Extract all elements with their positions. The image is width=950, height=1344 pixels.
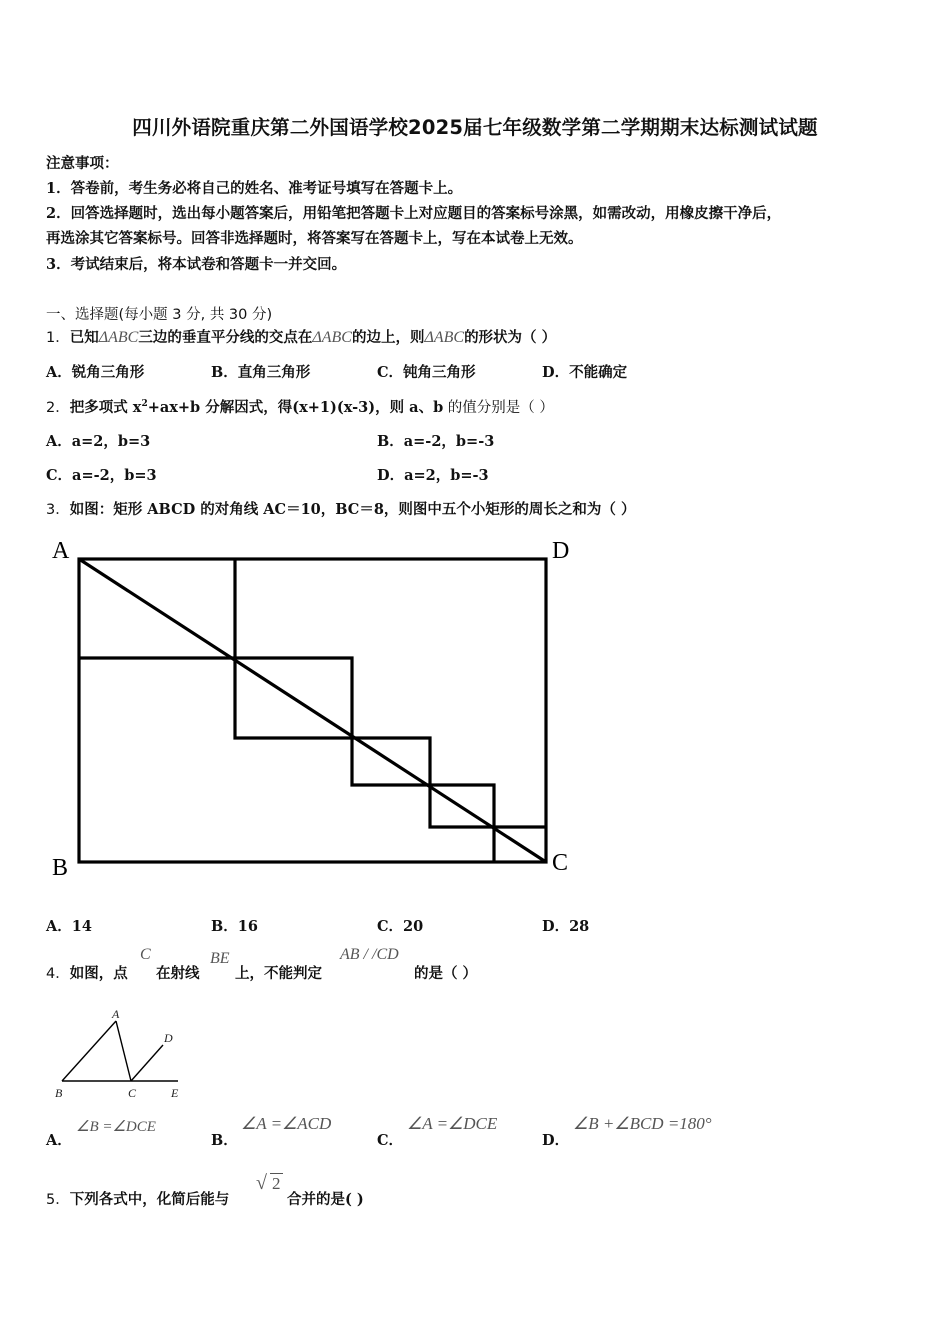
notice-item: 再选涂其它答案标号。回答非选择题时，将答案写在答题卡上，写在本试卷上无效。	[46, 230, 583, 247]
option-letter: D．	[542, 364, 570, 381]
q1-text: 的边上，则	[351, 329, 425, 346]
option-text: 20	[403, 918, 424, 935]
question-4	[46, 962, 128, 983]
q3-option-b	[211, 915, 258, 936]
notice-item: 1．答卷前，考生务必将自己的姓名、准考证号填写在答题卡上。	[46, 180, 463, 197]
option-letter: B．	[211, 1132, 238, 1149]
notice-heading: 注意事项：	[46, 155, 119, 172]
point-label-b: B	[55, 1086, 63, 1100]
q3-rectangle-figure	[40, 530, 600, 890]
q1-math: ΔABC	[424, 329, 465, 346]
q1-math: ΔABC	[98, 329, 139, 346]
q5-radicand: 2	[272, 1174, 281, 1193]
q1-text: 三边的垂直平分线的交点在	[138, 329, 313, 346]
q2-superscript: 2	[141, 399, 148, 410]
question-5	[46, 1188, 229, 1209]
q4-math-parallel: AB / /CD	[340, 946, 399, 963]
q4-option-b	[211, 1129, 238, 1150]
option-letter: B．	[377, 433, 404, 450]
q5-text: 合并的是( )	[287, 1191, 364, 1208]
q3-option-c	[377, 915, 423, 936]
question-number: 4．	[46, 966, 70, 982]
q1-math: ΔABC	[312, 329, 352, 346]
q4-geometry-figure	[50, 1000, 190, 1102]
option-letter: B．	[211, 364, 238, 381]
option-text: 16	[237, 918, 258, 935]
q4-option-c-math: ∠A =∠DCE	[407, 1114, 498, 1133]
diagonal-ac	[79, 559, 546, 862]
q1-option-c	[377, 361, 476, 382]
q4-option-a	[46, 1129, 72, 1150]
step-line-lower	[235, 559, 494, 862]
option-letter: C．	[377, 1132, 404, 1149]
q2-math: (x+1)(x-3)	[292, 399, 376, 416]
option-letter: C．	[46, 467, 73, 484]
option-letter: B．	[211, 918, 238, 935]
q4-option-a-math: ∠B =∠DCE	[76, 1119, 156, 1135]
ray-cd	[131, 1045, 163, 1081]
option-letter: A．	[46, 364, 72, 381]
q2-text: ，则	[375, 399, 410, 416]
q3-math: ABCD	[147, 501, 196, 518]
question-2	[46, 396, 554, 417]
q1-option-a	[46, 361, 144, 382]
option-text: a=2，b=-3	[404, 467, 489, 484]
notice-item: 3．考试结束后，将本试卷和答题卡一并交回。	[46, 256, 347, 273]
q4-option-c	[377, 1129, 403, 1150]
point-label-a: A	[112, 1007, 120, 1021]
notice-item: 2．回答选择题时，选出每小题答案后，用铅笔把答题卡上对应题目的答案标号涂黑，如需改动，用橡皮擦干净后，	[46, 205, 782, 222]
step-line-upper	[79, 658, 546, 827]
q3-text: ，则图中五个小矩形的周长之和为（ ）	[383, 501, 636, 518]
vertex-label-b: B	[52, 855, 69, 881]
question-3	[46, 498, 635, 519]
q2-math: a	[409, 399, 419, 416]
q2-math: +ax+b	[147, 399, 201, 416]
q1-text: 已知	[69, 329, 99, 346]
option-letter: A．	[46, 433, 72, 450]
option-letter: C．	[377, 918, 404, 935]
option-text: a=2，b=3	[71, 433, 151, 450]
q3-text: 的对角线	[195, 501, 264, 518]
q2-option-c	[46, 464, 157, 485]
q4-option-d	[542, 1129, 569, 1150]
option-text: 不能确定	[569, 364, 628, 381]
vertex-label-d: D	[552, 538, 570, 564]
option-text: 钝角三角形	[403, 364, 476, 381]
question-number: 3．	[46, 502, 70, 518]
q5-radical-sign: √	[256, 1172, 267, 1194]
q3-option-a	[46, 915, 92, 936]
q2-option-d	[377, 464, 489, 485]
q2-text: 的值分别是（ ）	[443, 400, 554, 416]
q2-text: 、	[418, 399, 434, 416]
q4-text: 的是（ ）	[414, 965, 478, 982]
q4-math-be: BE	[210, 950, 230, 967]
q3-text: 如图：矩形	[69, 501, 148, 518]
q2-option-b	[377, 430, 494, 451]
q2-math: x	[132, 399, 142, 416]
q4-option-d-math: ∠B +∠BCD =180°	[573, 1114, 712, 1133]
segment-ab	[62, 1021, 116, 1081]
option-letter: D．	[377, 467, 405, 484]
option-letter: D．	[542, 918, 570, 935]
page-title: 四川外语院重庆第二外国语学校2025届七年级数学第二学期期末达标测试试题	[132, 116, 818, 139]
option-text: 28	[569, 918, 590, 935]
q2-math: b	[433, 399, 444, 416]
option-letter: D．	[542, 1132, 570, 1149]
q4-math-c: C	[140, 946, 151, 963]
q5-text: 下列各式中，化简后能与	[69, 1191, 230, 1208]
option-text: 锐角三角形	[71, 364, 145, 381]
q4-text: 在射线	[156, 965, 200, 982]
section-heading: 一、选择题(每小题 3 分, 共 30 分)	[46, 307, 273, 323]
q1-option-b	[211, 361, 310, 382]
option-letter: C．	[377, 364, 404, 381]
question-1	[46, 326, 556, 347]
option-text: a=-2，b=3	[72, 467, 157, 484]
q3-math: AC＝10，BC＝8	[263, 501, 384, 518]
q4-option-b-math: ∠A =∠ACD	[241, 1114, 332, 1133]
question-number: 1．	[46, 330, 70, 346]
vertex-label-c: C	[552, 850, 569, 876]
q1-option-d	[542, 361, 627, 382]
q2-text: 分解因式，得	[200, 399, 293, 416]
point-label-c: C	[128, 1086, 137, 1100]
q2-option-a	[46, 430, 150, 451]
q4-text: 上，不能判定	[235, 965, 322, 982]
q1-text: 的形状为（ ）	[464, 329, 557, 346]
option-text: a=-2，b=-3	[403, 433, 495, 450]
q2-text: 把多项式	[69, 399, 133, 416]
q4-text: 如图，点	[69, 965, 128, 982]
q3-option-d	[542, 915, 589, 936]
segment-ac	[116, 1021, 131, 1081]
point-label-d: D	[164, 1031, 173, 1045]
option-letter: A．	[46, 918, 72, 935]
question-number: 5．	[46, 1192, 70, 1208]
option-text: 14	[71, 918, 92, 935]
point-label-e: E	[171, 1086, 179, 1100]
option-text: 直角三角形	[237, 364, 311, 381]
vertex-label-a: A	[52, 538, 70, 564]
option-letter: A．	[46, 1132, 72, 1149]
question-number: 2．	[46, 400, 70, 416]
